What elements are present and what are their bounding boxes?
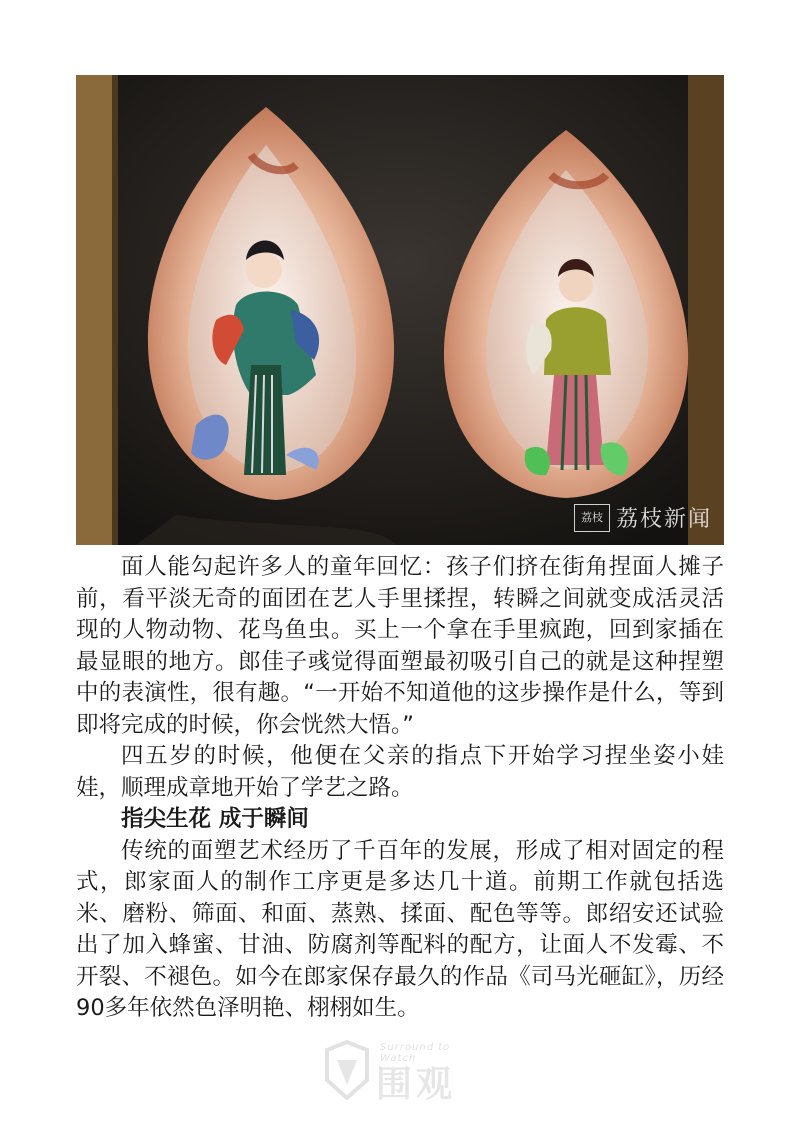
photo-watermark xyxy=(574,502,712,533)
photo-watermark-text: 荔枝新闻 xyxy=(615,507,712,532)
article-photo xyxy=(76,75,724,545)
footer-watermark-en: Surround to Watch xyxy=(380,1042,451,1064)
article-paragraph-1: 面人能勾起许多人的童年回忆：孩子们挤在街角捏面人摊子前，看平淡无奇的面团在艺人手里揉捏，转瞬之间就变成活灵活现的人物动物、花鸟鱼虫。买上一个拿在手里疯跑，回到家插在最显眼的地方。郎佳子彧觉得面塑最初吸引自己的就是这种捏塑中的表演性，很有趣。“一开始不知道他的这步操作是什么，等到即将完成的时候，你会恍然大悟。” xyxy=(76,554,724,738)
lizhi-seal-logo: 荔枝 xyxy=(574,504,610,532)
section-heading: 指尖生花 成于瞬间 xyxy=(121,806,309,832)
article-paragraph-2: 四五岁的时候，他便在父亲的指点下开始学习捏坐姿小娃娃，顺理成章地开始了学艺之路。 xyxy=(76,743,724,801)
footer-watermark xyxy=(322,1040,482,1108)
article-body xyxy=(76,552,724,1025)
surround-logo-icon xyxy=(322,1040,372,1100)
geode-figurines-illustration xyxy=(76,75,724,545)
footer-watermark-cn: 围观 xyxy=(376,1064,457,1105)
article-paragraph-3: 传统的面塑艺术经历了千百年的发展，形成了相对固定的程式，郎家面人的制作工序更是多达几十道。前期工作就包括选米、磨粉、筛面、和面、蒸熟、揉面、配色等等。郎绍安还试验出了加入蜂蜜、甘油、防腐剂等配料的配方，让面人不发霉、不开裂、不褪色。如今在郎家保存最久的作品《司马光砸缸》，历经90多年依然色泽明艳、栩栩如生。 xyxy=(76,837,724,1021)
